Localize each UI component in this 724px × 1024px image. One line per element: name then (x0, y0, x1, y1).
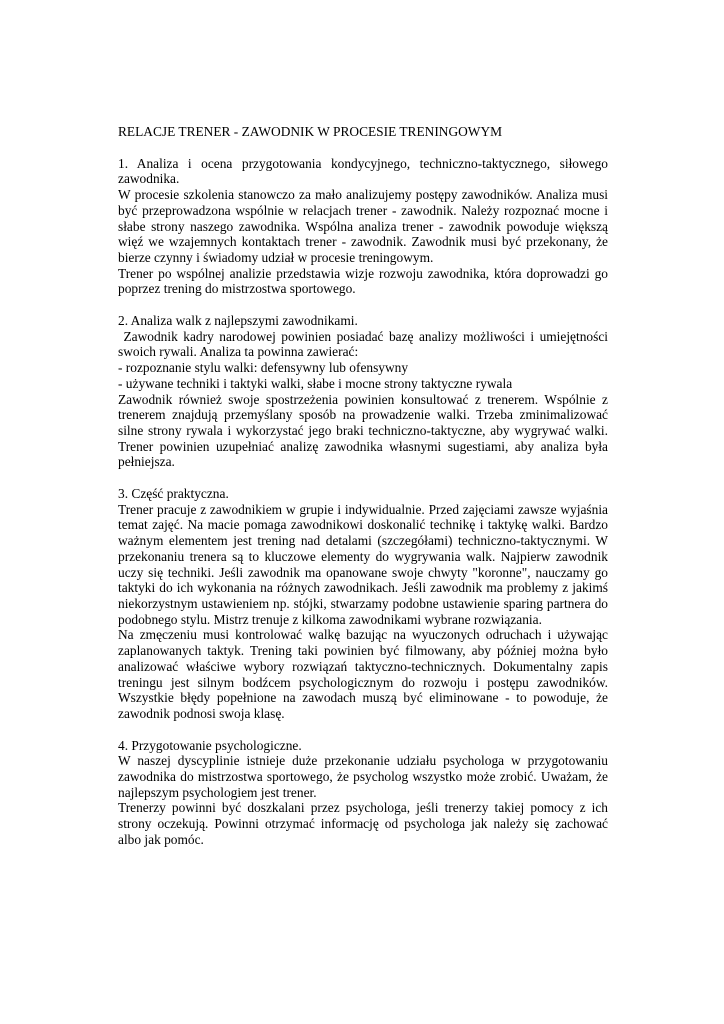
section-4-paragraph-2: Trenerzy powinni być doszkalani przez psychologa, jeśli trenerzy takiej pomocy z ich strony oczekują. Powinni otrzymać informację od psychologa jak należy się zachować albo jak pomóc. (118, 800, 608, 847)
section-4-heading: 4. Przygotowanie psychologiczne. (118, 737, 302, 753)
section-1-heading: 1. Analiza i ocena przygotowania kondycyjnego, techniczno-taktycznego, siłowego zawodnika. (118, 155, 608, 187)
section-2-list-item-2: - używane techniki i taktyki walki, słabe i mocne strony taktyczne rywala (118, 375, 513, 391)
document-page (118, 124, 612, 864)
section-1 (118, 156, 608, 297)
section-2-paragraph-1: Zawodnik również swoje spostrzeżenia powinien konsultować z trenerem. Wspólnie z trenerem znajdują przemyślany sposób na prowadzenie walki. Trzeba zminimalizować silne strony rywala i wykorzystać jego braki techniczno-taktyczne, aby wygrywać walki. Trener powinien uzupełniać analizę zawodnika własnymi sugestiami, aby analiza była pełniejsza. (118, 391, 608, 470)
section-4 (118, 738, 608, 848)
section-2-list-item-1: - rozpoznanie stylu walki: defensywny lub ofensywny (118, 360, 409, 376)
section-2-heading: 2. Analiza walk z najlepszymi zawodnikami. (118, 313, 358, 329)
section-3-heading: 3. Część praktyczna. (118, 486, 229, 502)
section-3-paragraph-1: Trener pracuje z zawodnikiem w grupie i indywidualnie. Przed zajęciami zawsze wyjaśnia temat zajęć. Na macie pomaga zawodnikowi doskonalić technikę i taktykę walki. Bardzo ważnym elementem jest trening nad detalami (szczegółami) techniczno-taktycznymi. W przekonaniu trenera są to kluczowe elementy do wygrywania walk. Najpierw zawodnik uczy się techniki. Jeśli zawodnik ma opanowane swoje chwyty "koronne", nauczamy go taktyki do ich wykonania na różnych zawodnikach. Jeśli zawodnik ma problemy z jakimś niekorzystnym ustawieniem np. stójki, stwarzamy podobne ustawienie sparing partnera do podobnego stylu. Mistrz trenuje z kilkoma zawodnikami wybrane rozwiązania. (118, 501, 608, 627)
document-title: RELACJE TRENER - ZAWODNIK W PROCESIE TRENINGOWYM (118, 124, 503, 139)
section-2-intro: Zawodnik kadry narodowej powinien posiadać bazę analizy możliwości i umiejętności swoich rywali. Analiza ta powinna zawierać: (118, 328, 612, 360)
section-3 (118, 486, 608, 722)
section-1-paragraph-1: W procesie szkolenia stanowczo za mało analizujemy postępy zawodników. Analiza musi być przeprowadzona wspólnie w relacjach trener - zawodnik. Należy rozpoznać mocne i słabe strony naszego zawodnika. Wspólna analiza trener - zawodnik powoduje większą więź we wzajemnych kontaktach trener - zawodnik. Zawodnik musi być przekonany, że bierze czynny i świadomy udział w procesie treningowym. (118, 187, 608, 265)
section-4-paragraph-1: W naszej dyscyplinie istnieje duże przekonanie udziału psychologa w przygotowaniu zawodnika do mistrzostwa sportowego, że psycholog wszystko może zrobić. Uważam, że najlepszym psychologiem jest trener. (118, 753, 608, 800)
section-3-paragraph-2: Na zmęczeniu musi kontrolować walkę bazując na wyuczonych odruchach i używając zaplanowanych taktyk. Trening taki powinien być filmowany, aby później można było analizować właściwe wybory rozwiązań taktyczno-technicznych. Dokumentalny zapis treningu jest silnym bodźcem psychologicznym do rozwoju i postępu zawodników. Wszystkie błędy popełnione na zawodach muszą być eliminowane - to powoduje, że zawodnik podnosi swoja klasę. (118, 627, 608, 721)
section-2 (118, 313, 612, 470)
section-1-paragraph-2: Trener po wspólnej analizie przedstawia wizje rozwoju zawodnika, która doprowadzi go poprzez trening do mistrzostwa sportowego. (118, 265, 608, 297)
